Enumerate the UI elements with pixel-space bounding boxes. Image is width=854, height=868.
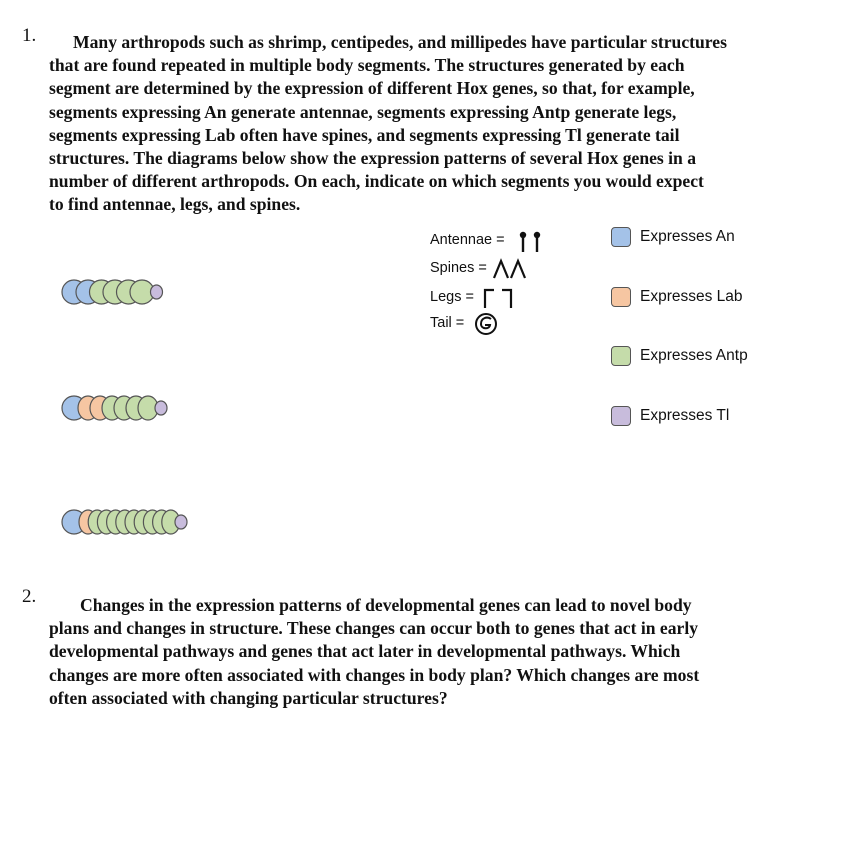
question-2-line: plans and changes in structure. These changes can occur both to genes that act in early [49, 618, 699, 639]
question-2-line: developmental pathways and genes that act later in developmental pathways. Which [49, 641, 681, 662]
tail-icon [474, 312, 500, 336]
key-label: Expresses Antp [640, 347, 748, 364]
key-label: Expresses Tl [640, 407, 730, 424]
question-1-line: number of different arthropods. On each, indicate on which segments you would expect [49, 171, 704, 192]
key-label: Expresses An [640, 228, 735, 245]
swatch-tl [611, 406, 631, 426]
question-1-number: 1. [22, 25, 37, 46]
key-expresses-lab [611, 287, 743, 307]
segment-tl [155, 401, 167, 415]
organism-diagram-3 [60, 502, 300, 542]
segment-tl [151, 285, 163, 299]
key-expresses-an [611, 227, 735, 247]
question-1-line: Many arthropods such as shrimp, centipedes, and millipedes have particular structures [73, 32, 727, 52]
legs-icon [482, 287, 516, 309]
antennae-label: Antennae = [430, 232, 505, 248]
question-1-line: segments expressing An generate antennae, segments expressing Antp generate legs, [49, 101, 677, 122]
spines-label: Spines = [430, 260, 487, 276]
antennae-icon [516, 230, 546, 254]
question-1-line: to find antennae, legs, and spines. [49, 194, 301, 215]
question-1-line: structures. The diagrams below show the expression patterns of several Hox genes in a [49, 148, 697, 169]
tail-label: Tail = [430, 315, 465, 331]
legs-label: Legs = [430, 289, 474, 305]
question-2-line: Changes in the expression patterns of developmental genes can lead to novel body [80, 595, 692, 615]
question-2-number: 2. [22, 586, 37, 607]
question-1-line: that are found repeated in multiple body segments. The structures generated by each [49, 55, 685, 76]
swatch-lab [611, 287, 631, 307]
organism-diagram-1 [60, 272, 260, 312]
question-2-text [49, 594, 699, 710]
segment-tl [175, 515, 187, 529]
key-expresses-antp [611, 346, 748, 366]
question-2-line: changes are more often associated with changes in body plan? Which changes are most [49, 664, 700, 685]
key-label: Expresses Lab [640, 288, 743, 305]
swatch-antp [611, 346, 631, 366]
key-expresses-tl [611, 406, 729, 426]
organism-diagram-2 [60, 388, 300, 428]
question-1-text [49, 31, 727, 217]
question-2-line: often associated with changing particular structures? [49, 687, 448, 708]
question-1-line: segments expressing Lab often have spines, and segments expressing Tl generate tail [49, 124, 680, 145]
swatch-an [611, 227, 631, 247]
spines-icon [492, 258, 528, 280]
question-1-line: segment are determined by the expression of different Hox genes, so that, for example, [49, 78, 695, 99]
